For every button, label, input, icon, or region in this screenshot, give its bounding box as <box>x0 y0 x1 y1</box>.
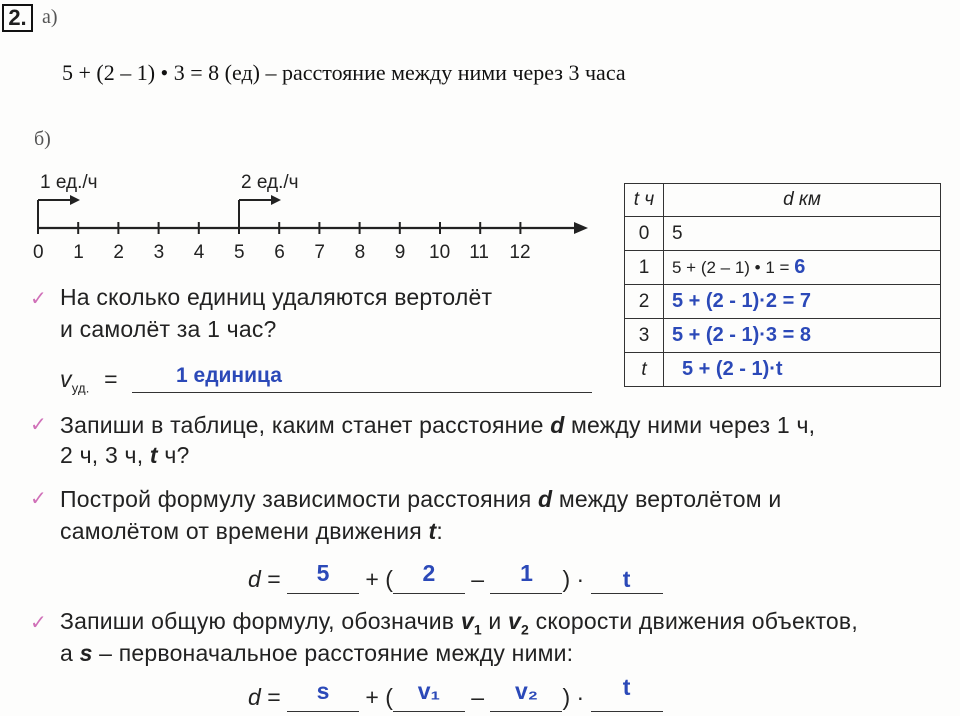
question-2-line-1: Запиши в таблице, каким станет расстояние d между ними через 1 ч, <box>60 412 816 438</box>
formula-1: d = 5 + ( 2 – 1 ) · t <box>248 566 663 594</box>
tick-label: 4 <box>193 242 205 263</box>
question-1-line-2: и самолёт за 1 час? <box>60 316 277 342</box>
table-row: t 5 + (2 - 1)·t <box>625 353 941 387</box>
tick-label: 8 <box>354 242 366 263</box>
part-b-label: б) <box>34 128 51 150</box>
header-distance: d км <box>664 184 941 217</box>
check-icon: ✓ <box>30 414 47 436</box>
answer-row-t: 5 + (2 - 1)·t <box>682 358 783 380</box>
blank-5: s <box>287 684 359 712</box>
part-a-label: а) <box>42 6 58 28</box>
tick-label: 2 <box>113 242 124 263</box>
check-icon: ✓ <box>30 612 47 634</box>
tick-label: 0 <box>33 242 44 263</box>
question-3-line-2: самолётом от времени движения t: <box>60 518 443 544</box>
blank-7: v₂ <box>490 684 562 712</box>
table-row: 0 5 <box>625 217 941 251</box>
table-header-row <box>625 184 941 217</box>
check-icon: ✓ <box>30 488 47 510</box>
tick-label: 6 <box>274 242 285 263</box>
blank-8: t <box>591 684 663 712</box>
tick-label: 3 <box>153 242 165 263</box>
answer-row-2: 5 + (2 - 1)·2 = 7 <box>672 290 811 312</box>
blank-4: t <box>591 566 663 594</box>
speed-arrow-1 <box>38 195 80 228</box>
question-4-line-2: а s – первоначальное расстояние между ними: <box>60 640 574 666</box>
question-4-line-1: Запиши общую формулу, обозначив $v_1$ и $v_2$ скорости движения объектов, <box>60 608 858 638</box>
blank-2: 2 <box>393 566 465 594</box>
distance-table <box>624 183 941 387</box>
tick-label: 12 <box>509 242 531 263</box>
blank-3: 1 <box>490 566 562 594</box>
answer-v: 1 единица <box>176 364 282 387</box>
part-a-solution: 5 + (2 – 1) • 3 = 8 (ед) – расстояние между ними через 3 часа <box>62 60 626 85</box>
tick-label: 7 <box>314 242 325 263</box>
table-row: 1 5 + (2 – 1) • 1 = 6 <box>625 251 941 285</box>
tick-label: 11 <box>469 242 489 263</box>
number-line <box>0 185 600 240</box>
tick-label: 5 <box>234 242 245 263</box>
task-number: 2. <box>2 4 33 32</box>
v-label: $v_{уд.}$ = <box>60 366 118 396</box>
question-3-line-1: Построй формулу зависимости расстояния d между вертолётом и <box>60 486 782 512</box>
speed-arrow-2 <box>239 195 281 228</box>
speed-label-1: 1 ед./ч <box>40 172 98 193</box>
question-1-line-1: На сколько единиц удаляются вертолёт <box>60 284 493 310</box>
header-time: t ч <box>625 184 664 217</box>
answer-row-1: 6 <box>794 256 806 278</box>
table-row: 3 5 + (2 - 1)·3 = 8 <box>625 319 941 353</box>
formula-2: d = s + ( v₁ – v₂ ) · t <box>248 684 663 712</box>
answer-row-3: 5 + (2 - 1)·3 = 8 <box>672 324 811 346</box>
question-2-line-2: 2 ч, 3 ч, t ч? <box>60 442 190 468</box>
answer-line-v <box>132 392 592 393</box>
tick-label: 1 <box>73 242 84 263</box>
blank-6: v₁ <box>393 684 465 712</box>
tick-label: 10 <box>429 242 451 263</box>
blank-1: 5 <box>287 566 359 594</box>
check-icon: ✓ <box>30 288 47 310</box>
speed-label-2: 2 ед./ч <box>241 172 299 193</box>
table-row: 2 5 + (2 - 1)·2 = 7 <box>625 285 941 319</box>
tick-label: 9 <box>394 242 406 263</box>
